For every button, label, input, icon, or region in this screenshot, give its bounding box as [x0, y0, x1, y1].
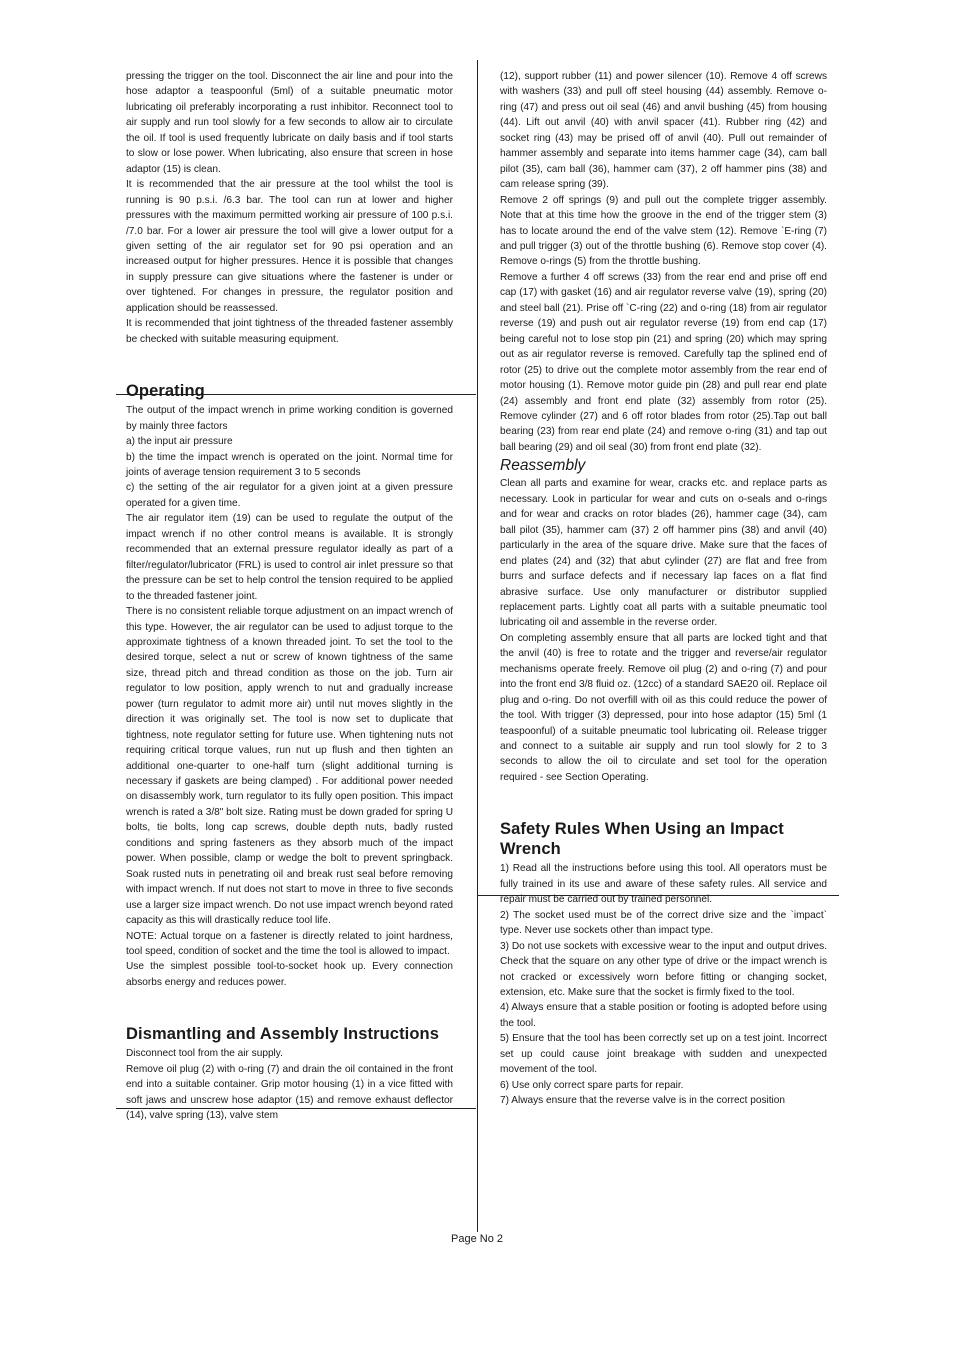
operating-paragraph: Use the simplest possible tool-to-socket hook up. Every connection absorbs energy and reduces power.: [126, 961, 453, 988]
right-column: [500, 69, 827, 1109]
intro-paragraph: pressing the trigger on the tool. Disconnect the air line and pour into the hose adaptor a teaspoonful (5ml) of a suitable pneumatic motor lubricating oil preferably incorporating a rust inhibitor. Reconnect tool to air supply and run tool slowly for a few seconds to allow air to circulate the oil. If tool is used frequently lubricate on daily basis and if tool starts to slow or lose power. When lubricating, also ensure that screen in hose adaptor (15) is clean.: [126, 71, 453, 175]
dismantling-continued: [500, 69, 827, 455]
reassembly-heading: Reassembly: [500, 457, 586, 475]
dismantling-paragraph: Disconnect tool from the air supply.: [126, 1048, 283, 1060]
reassembly-section: [500, 456, 827, 785]
operating-paragraph: The air regulator item (19) can be used to regulate the output of the impact wrench if no other control means is available. It is strongly recommended that an external pressure regulator ideally as part of a filter/regulator/lubricator (FRL) is used to control air inlet pressure so that the pressure can be set to help control the tension required to be applied to the threaded fastener joint.: [126, 513, 453, 602]
operating-paragraph: b) the time the impact wrench is operated on the joint. Normal time for joints of average tension requirement 3 to 5 seconds: [126, 451, 453, 478]
operating-section: [126, 381, 453, 990]
operating-paragraph: There is no consistent reliable torque adjustment on an impact wrench of this type. However, the air regulator can be used to adjust torque to the approximate tightness of a known threaded joint. To set the tool to the desired torque, select a nut or screw of known tightness of the same size, thread pitch and thread condition as those on the job. Turn air regulator to low position, apply wrench to nut and gradually increase power (turn regulator to admit more air) until nut moves slightly in the direction it was originally set. The tool is now set to duplicate that tightness, note regulator setting for future use. When tightening nuts not requiring critical torque values, run nut up flush and then tighten an additional one-quarter to one-half turn (slight additional turning is necessary if gaskets are being clamped) . For additional power needed on disassembly work, turn regulator to its fully open position. This impact wrench is rated a 3/8" bolt size. Rating must be down graded for spring U bolts, tie bolts, long cap screws, double depth nuts, badly rusted conditions and spring fasteners as they absorb much of the impact power. When possible, clamp or wedge the bolt to prevent springback. Soak rusted nuts in penetrating oil and break rust seal before removing with impact wrench. If nut does not start to move in three to five seconds use a larger size impact wrench. Do not use impact wrench beyond rated capacity as this will drastically reduce tool life.: [126, 606, 453, 927]
safety-section: [500, 819, 827, 1108]
dismantling-section: [126, 1024, 453, 1123]
operating-paragraph: c) the setting of the air regulator for a given joint at a given pressure operated for a given time.: [126, 482, 453, 509]
intro-paragraph: It is recommended that the air pressure at the tool whilst the tool is running is 90 p.s.i. /6.3 bar. The tool can run at lower and higher pressures with the maximum permitted working air pressure of 100 p.s.i. /7.0 bar. For a lower air pressure the tool will give a lower output for a given setting of the air regulator set for 90 psi operation and an increased output for higher pressures. Hence it is possible that changes in supply pressure can give situations where the fastener is under or over tightened. For changes in pressure, the regulator position and application should be reassessed.: [126, 179, 453, 314]
dismantling-paragraph: Remove 2 off springs (9) and pull out the complete trigger assembly. Note that at this time how the groove in the end of the trigger stem (3) has to locate around the end of the valve stem (12). Remove `E-ring (7) and pull trigger (3) out of the throttle bushing (6). Remove stop cover (4). Remove o-rings (5) from the throttle bushing.: [500, 194, 827, 268]
reassembly-paragraph: On completing assembly ensure that all parts are locked tight and that the anvil (40) is free to rotate and the trigger and reverse/air regulator mechanisms operate freely. Remove oil plug (2) and o-ring (7) and pour into the front end 3/8 fluid oz. (12cc) of a standard SAE20 oil. Replace oil plug and o-ring. Do not overfill with oil as this could reduce the power of the tool. With trigger (3) depressed, pour into hose adaptor (15) 5ml (1 teaspoonful) of a suitable pneumatic tool lubricating oil. Release trigger and connect to a suitable air supply and run tool slowly for 2 to 3 seconds to allow the oil to circulate and set tool for the operation required - see Section Operating.: [500, 632, 827, 783]
safety-rule: 5) Ensure that the tool has been correctly set up on a test joint. Incorrect set up could cause joint breakage with sudden and unexpected movement of the tool.: [500, 1033, 827, 1076]
operating-paragraph: The output of the impact wrench in prime working condition is governed by mainly three factors: [126, 405, 453, 432]
operating-paragraph: NOTE: Actual torque on a fastener is directly related to joint hardness, tool speed, condition of socket and the time the tool is allowed to impact.: [126, 930, 453, 958]
dismantling-heading: Dismantling and Assembly Instructions: [126, 1025, 439, 1044]
safety-rule: 6) Use only correct spare parts for repair.: [500, 1079, 684, 1091]
left-column: [126, 69, 453, 1124]
safety-rule: 1) Read all the instructions before using this tool. All operators must be fully trained in its use and aware of these safety rules. All service and repair must be carried out by trained personnel.: [500, 863, 827, 906]
safety-rule: 3) Do not use sockets with excessive wear to the input and output drives. Check that the square on any other type of drive or the impact wrench is not cracked or excessively worn before fitting or changing socket, extension, etc. Make sure that the socket is firmly fixed to the tool.: [500, 940, 827, 999]
safety-heading: Safety Rules When Using an Impact Wrench: [500, 820, 784, 859]
operating-heading: Operating: [126, 382, 205, 401]
reassembly-paragraph: Clean all parts and examine for wear, cracks etc. and replace parts as necessary. Look in particular for wear and cuts on o-seals and o-rings and for wear and cracks on rotor blades (26), hammer cage (34), cam ball pilot (35), hammer cam (37) 2 off hammer pins (38) and anvil (40) particularly in the area of the square drive. Make sure that the faces of end plates (24) and (32) that abut cylinder (27) are flat and free from burrs and surface defects and if necessary lap faces on a flat find abrasive surface. Use only manufacturer or distributor supplied replacement parts. Lightly coat all parts with a suitable pneumatic tool lubricating oil and assemble in the reverse order.: [500, 478, 827, 629]
intro-paragraph: It is recommended that joint tightness of the threaded fastener assembly be checked with suitable measuring equipment.: [126, 318, 453, 345]
intro-section: [126, 69, 453, 347]
dismantling-paragraph: Remove a further 4 off screws (33) from the rear end and prise off end cap (17) with gasket (16) and air regulator reverse valve (19), spring (20) and steel ball (21). Prise off `C-ring (22) and o-ring (18) from air regulator reverse (19) and push out air regulator reverse (19) from end cap (17) being careful not to lose stop pin (21) and spring (20) which may spring out as air regulator reverse is removed. Carefully tap the splined end of rotor (25) to drive out the complete motor assembly from the rear end of motor housing (1). Remove motor guide pin (28) and pull rear end plate (24) assembly and front end plate (32) assembly from rotor (25). Remove cylinder (27) and 6 off rotor blades from rotor (25).Tap out ball bearing (23) from rear end plate (24) and remove o-ring (31) and tap out ball bearing (29) and oil seal (30) from front end plate (32).: [500, 271, 827, 453]
safety-rule: 7) Always ensure that the reverse valve is in the correct position: [500, 1095, 786, 1107]
dismantling-paragraph: (12), support rubber (11) and power silencer (10). Remove 4 off screws with washers (33) and pull off steel housing (44) assembly. Remove o-ring (47) and press out oil seal (46) and anvil bushing (45) from housing (44). Lift out anvil (40) with anvil spacer (41). Rubber ring (42) and socket ring (43) may be prised off of anvil (40). Pull out remainder of hammer assembly and separate into items hammer cage (34), cam ball pilot (35), cam ball (36), hammer cam (37), 2 off hammer pins (38) and cam release spring (39).: [500, 71, 827, 191]
safety-rule: 2) The socket used must be of the correct drive size and the `impact` type. Never use sockets other than impact type.: [500, 909, 827, 937]
page-number: Page No 2: [451, 1233, 503, 1245]
safety-rule: 4) Always ensure that a stable position or footing is adopted before using the tool.: [500, 1002, 827, 1029]
operating-paragraph: a) the input air pressure: [126, 436, 233, 448]
dismantling-paragraph: Remove oil plug (2) with o-ring (7) and drain the oil contained in the front end into a suitable container. Grip motor housing (1) in a vice fitted with soft jaws and unscrew hose adaptor (15) and remove exhaust deflector (14), valve spring (13), valve stem: [126, 1063, 453, 1122]
column-divider: [477, 60, 478, 1232]
